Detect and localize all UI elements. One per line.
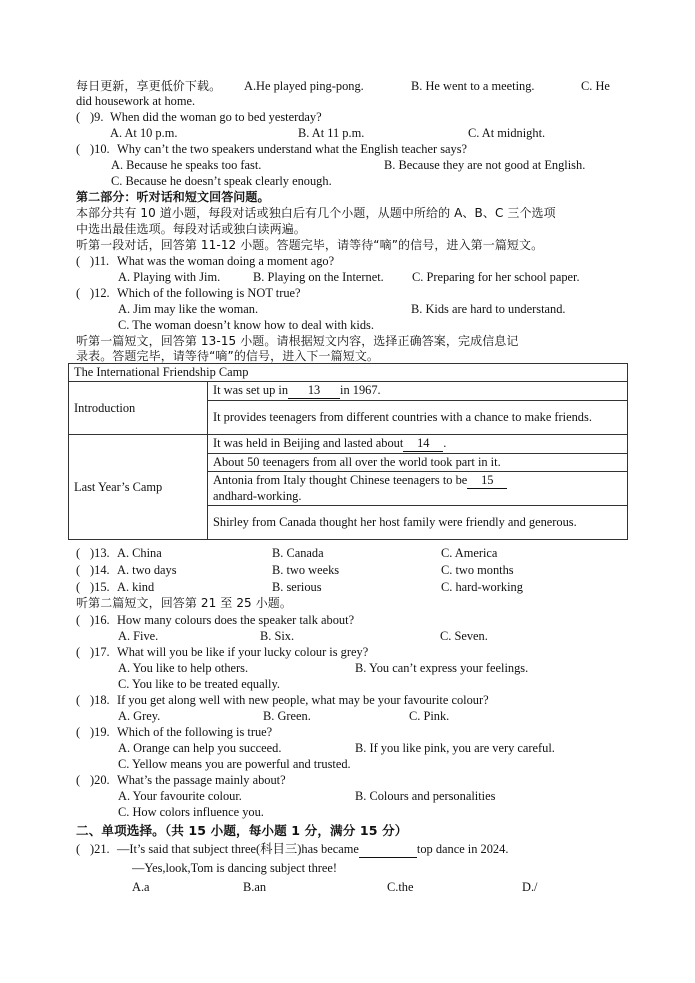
q8-option-c: C. He (581, 79, 610, 93)
q16-option-a: A. Five. (118, 629, 159, 643)
passage2-instruction: 听第二篇短文，回答第 21 至 25 小题。 (76, 596, 292, 610)
q13-option-b: B. Canada (272, 546, 324, 560)
camp-row-3-text-end: andhard-working. (213, 489, 302, 503)
q14-option-a: A. two days (117, 563, 177, 577)
camp-row-1-text-end: . (443, 436, 447, 450)
q20-option-c: C. How colors influence you. (118, 805, 264, 819)
q10-paren: ( (76, 142, 81, 156)
q21-stem (117, 842, 508, 858)
q15-option-b: B. serious (272, 580, 322, 594)
q19-option-c: C. Yellow means you are powerful and trusted. (118, 757, 351, 771)
q21-stem-end: top dance in 2024. (416, 842, 509, 856)
q17-paren: ( (76, 645, 81, 659)
intro-row-2: It provides teenagers from different countries with a chance to make friends. (208, 401, 628, 435)
q20-paren: ( (76, 773, 81, 787)
q12-option-c: C. The woman doesn’t know how to deal with kids. (118, 318, 374, 332)
q14-option-b: B. two weeks (272, 563, 340, 577)
part2-intro-line2: 中选出最佳选项。每段对话或独白读两遍。 (76, 222, 306, 236)
q11-stem: What was the woman doing a moment ago? (117, 254, 335, 268)
q8-option-a: A.He played ping-pong. (244, 79, 364, 93)
camp-row-2: About 50 teenagers from all over the world took part in it. (208, 454, 628, 472)
q16-stem: How many colours does the speaker talk about? (117, 613, 355, 627)
q10-option-c: C. Because he doesn’t speak clearly enough. (111, 174, 332, 188)
passage1-instruction-line1: 听第一篇短文，回答第 13-15 小题。请根据短文内容，选择正确答案，完成信息记 (76, 334, 519, 348)
q18-stem: If you get along well with new people, what may be your favourite colour? (117, 693, 489, 707)
q12-stem: Which of the following is NOT true? (117, 286, 301, 300)
q12-option-b: B. Kids are hard to understand. (411, 302, 566, 316)
camp-row-1 (208, 435, 628, 454)
info-table (68, 363, 628, 540)
q21-reply: —Yes,look,Tom is dancing subject three! (132, 861, 338, 875)
q10-option-a: A. Because he speaks too fast. (111, 158, 262, 172)
q20-option-b: B. Colours and personalities (355, 789, 496, 803)
camp-row-4: Shirley from Canada thought her host family were friendly and generous. (208, 506, 628, 540)
q10-option-b: B. Because they are not good at English. (384, 158, 586, 172)
passage1-instruction-line2: 录表。答题完毕，请等待“嘀”的信号，进入下一篇短文。 (76, 349, 380, 363)
q16-option-c: C. Seven. (440, 629, 488, 643)
camp-row-1-text: It was held in Beijing and lasted about (213, 436, 404, 450)
q12-paren: ( (76, 286, 81, 300)
q19-stem: Which of the following is true? (117, 725, 273, 739)
section2-heading: 二、单项选择。（共 15 小题，每小题 1 分，满分 15 分） (76, 823, 408, 838)
q14-number: )14. (90, 563, 110, 577)
q17-option-a: A. You like to help others. (118, 661, 249, 675)
q13-option-c: C. America (441, 546, 498, 560)
q21-paren: ( (76, 842, 81, 856)
blank-15: 15 (467, 473, 507, 489)
camp-label: Last Year’s Camp (69, 435, 208, 540)
q21-stem-start: —It’s said that subject three(科目三)has became (117, 842, 359, 856)
q13-option-a: A. China (117, 546, 162, 560)
q17-number: )17. (90, 645, 110, 659)
q16-option-b: B. Six. (260, 629, 295, 643)
part2-intro-line1: 本部分共有 10 道小题，每段对话或独白后有几个小题，从题中所给的 A、B、C 三个选项 (76, 206, 556, 220)
table-title: The International Friendship Camp (69, 364, 628, 382)
q14-option-c: C. two months (441, 563, 514, 577)
q9-option-b: B. At 11 p.m. (298, 126, 365, 140)
intro-row-1-text-end: in 1967. (340, 383, 381, 397)
q15-option-a: A. kind (117, 580, 155, 594)
q18-paren: ( (76, 693, 81, 707)
q8-option-b: B. He went to a meeting. (411, 79, 535, 93)
q16-paren: ( (76, 613, 81, 627)
q9-number: )9. (90, 110, 104, 124)
q20-number: )20. (90, 773, 110, 787)
q11-number: )11. (90, 254, 110, 268)
q20-stem: What’s the passage mainly about? (117, 773, 286, 787)
q11-paren: ( (76, 254, 81, 268)
q11-option-c: C. Preparing for her school paper. (412, 270, 580, 284)
q21-option-b: B.an (243, 880, 267, 894)
q14-paren: ( (76, 563, 81, 577)
q19-option-a: A. Orange can help you succeed. (118, 741, 282, 755)
q17-option-b: B. You can’t express your feelings. (355, 661, 529, 675)
q10-number: )10. (90, 142, 110, 156)
q9-stem: When did the woman go to bed yesterday? (110, 110, 322, 124)
q10-stem: Why can’t the two speakers understand what the English teacher says? (117, 142, 468, 156)
q15-option-c: C. hard-working (441, 580, 523, 594)
q18-option-a: A. Grey. (118, 709, 161, 723)
q8-option-c-cont: did housework at home. (76, 94, 196, 108)
q21-option-d: D./ (522, 880, 538, 894)
promo-text: 每日更新，享更低价下载。 (76, 79, 222, 93)
q11-option-b: B. Playing on the Internet. (253, 270, 384, 284)
q19-number: )19. (90, 725, 110, 739)
q9-option-a: A. At 10 p.m. (110, 126, 178, 140)
q21-option-c: C.the (387, 880, 414, 894)
q20-option-a: A. Your favourite colour. (118, 789, 242, 803)
q17-stem: What will you be like if your lucky colour is grey? (117, 645, 369, 659)
intro-row-1-text: It was set up in (213, 383, 289, 397)
camp-row-3 (208, 472, 628, 506)
dialog1-instruction: 听第一段对话，回答第 11-12 小题。答题完毕，请等待“嘀”的信号，进入第一篇短文。 (76, 238, 544, 252)
blank-13: 13 (288, 383, 340, 399)
q12-number: )12. (90, 286, 110, 300)
q15-paren: ( (76, 580, 81, 594)
q18-option-b: B. Green. (263, 709, 311, 723)
q11-option-a: A. Playing with Jim. (118, 270, 221, 284)
q15-number: )15. (90, 580, 110, 594)
intro-row-1 (208, 382, 628, 401)
q16-number: )16. (90, 613, 110, 627)
q21-blank (359, 842, 417, 858)
q17-option-c: C. You like to be treated equally. (118, 677, 280, 691)
q18-number: )18. (90, 693, 110, 707)
camp-row-3-text: Antonia from Italy thought Chinese teenagers to be (213, 473, 468, 487)
q9-paren: ( (76, 110, 81, 124)
intro-label: Introduction (69, 382, 208, 435)
q13-number: )13. (90, 546, 110, 560)
part2-heading: 第二部分：听对话和短文回答问题。 (76, 190, 270, 204)
q9-option-c: C. At midnight. (468, 126, 546, 140)
q18-option-c: C. Pink. (409, 709, 450, 723)
q19-option-b: B. If you like pink, you are very careful. (355, 741, 555, 755)
q21-number: )21. (90, 842, 110, 856)
q21-option-a: A.a (132, 880, 150, 894)
q12-option-a: A. Jim may like the woman. (118, 302, 259, 316)
blank-14: 14 (403, 436, 443, 452)
q13-paren: ( (76, 546, 81, 560)
q19-paren: ( (76, 725, 81, 739)
